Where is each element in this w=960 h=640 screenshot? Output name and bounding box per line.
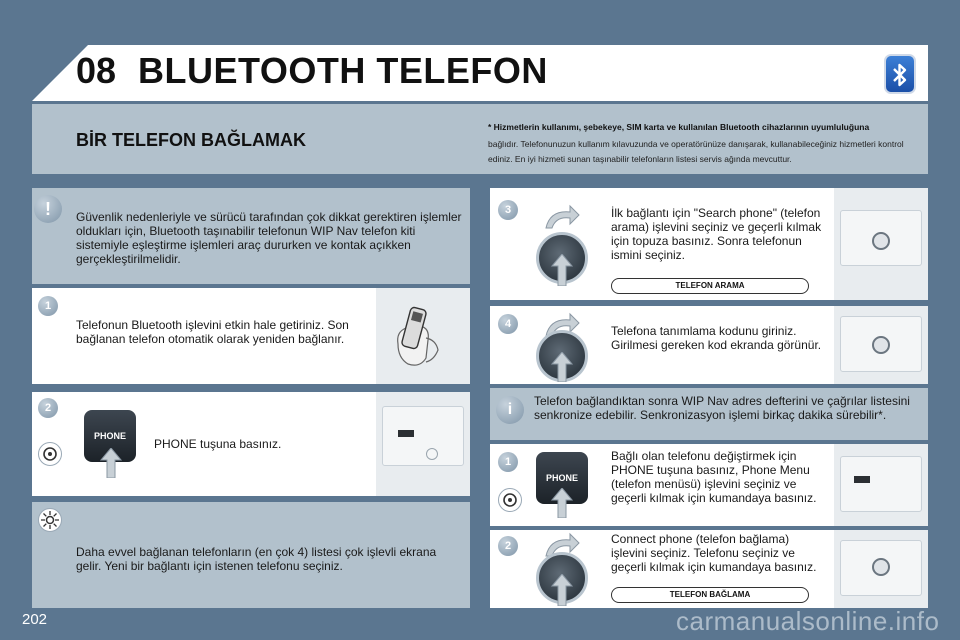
radio-unit — [382, 406, 464, 466]
page-number: 202 — [22, 611, 48, 628]
menu-pill-telefon-baglama: TELEFON BAĞLAMA — [611, 587, 809, 603]
radio-image — [376, 392, 470, 496]
radio-image — [834, 188, 928, 300]
mobile-phone-icon — [376, 288, 470, 384]
watermark: carmanualsonline.info — [676, 606, 940, 636]
info-text: Telefon bağlandıktan sonra WIP Nav adres defterini ve çağrılar listesini senkronize edebilir. Senkronizasyon işlemi birkaç dakika sürebilir*. — [534, 394, 910, 422]
press-icon — [498, 488, 522, 512]
connect-phone-text: Connect phone (telefon bağlama) işlevini seçiniz. Telefonu seçiniz ve geçerli kılmak için kumandaya basınız. — [611, 532, 817, 574]
tip-icon — [38, 508, 62, 532]
radio-knob — [426, 448, 438, 460]
radio-knob — [872, 232, 890, 250]
push-arrow-icon — [551, 574, 573, 611]
warning-icon: ! — [34, 195, 62, 223]
push-arrow-icon — [551, 254, 573, 291]
menu-pill-telefon-arama: TELEFON ARAMA — [611, 278, 809, 294]
radio-image — [834, 530, 928, 608]
step-number-badge: 4 — [498, 314, 518, 334]
finger-press-icon — [100, 448, 122, 483]
info-icon: i — [496, 396, 524, 424]
phone-hand-image — [376, 288, 470, 384]
change-phone-text: Bağlı olan telefonu değiştirmek için PHONE tuşuna basınız, Phone Menu (telefon menüsü) işlevini seçiniz ve geçerli kılmak için kumandaya basınız. — [611, 449, 817, 505]
push-arrow-icon — [551, 352, 573, 387]
step-number-badge: 1 — [498, 452, 518, 472]
radio-image — [834, 306, 928, 384]
phone-button: PHONE — [536, 452, 588, 504]
radio-image — [834, 444, 928, 526]
section-title: BİR TELEFON BAĞLAMAK — [76, 130, 306, 150]
phone-key-highlight — [854, 476, 870, 483]
footnote-title: * Hizmetlerin kullanımı, şebekeye, SIM karta ve kullanılan Bluetooth cihazlarının uyumluluğuna — [488, 122, 870, 132]
tip-text: Daha evvel bağlanan telefonların (en çok 4) listesi çok işlevli ekrana gelir. Yeni bir bağlantı için istenen telefonu seçiniz. — [76, 545, 437, 573]
radio-knob — [872, 558, 890, 576]
rotate-arrow-icon — [544, 204, 580, 235]
phone-key-highlight — [398, 430, 414, 437]
step-number-badge: 3 — [498, 200, 518, 220]
step2-text: PHONE tuşuna basınız. — [154, 437, 282, 451]
finger-press-icon — [551, 488, 573, 523]
step-number-badge: 2 — [38, 398, 58, 418]
step3-text: İlk bağlantı için "Search phone" (telefon arama) işlevini seçiniz ve geçerli kılmak için topuza basınız. Sonra telefonun ismini seçiniz. — [611, 206, 822, 262]
warning-text: Güvenlik nedenleriyle ve sürücü tarafından çok dikkat gerektiren işlemler oldukları için, Bluetooth taşınabilir telefonun WIP Nav telefon kiti sistemiyle eşleştirme işlemleri araç dururken ve kontak açıkken gerçekleştirilmelidir. — [76, 210, 462, 266]
step1-text: Telefonun Bluetooth işlevini etkin hale getiriniz. Son bağlanan telefon otomatik olarak yeniden bağlanır. — [76, 318, 349, 346]
phone-button: PHONE — [84, 410, 136, 462]
page-title: BLUETOOTH TELEFON — [138, 50, 548, 91]
footnote-body: bağlıdır. Telefonunuzun kullanım kılavuzunda ve operatörünüze danışarak, kullanabileceğiniz hizmetleri kontrol ediniz. En iyi hizmeti sunan taşınabilir telefonların listesi servis ağında mevcuttur. — [488, 139, 904, 164]
bluetooth-icon — [884, 54, 916, 94]
radio-unit — [840, 456, 922, 512]
press-icon — [38, 442, 62, 466]
step-number-badge: 1 — [38, 296, 58, 316]
step-number-badge: 2 — [498, 536, 518, 556]
radio-knob — [872, 336, 890, 354]
step4-text: Telefona tanımlama kodunu giriniz. Girilmesi gereken kod ekranda görünür. — [611, 324, 822, 352]
chapter-number: 08 — [76, 50, 117, 91]
